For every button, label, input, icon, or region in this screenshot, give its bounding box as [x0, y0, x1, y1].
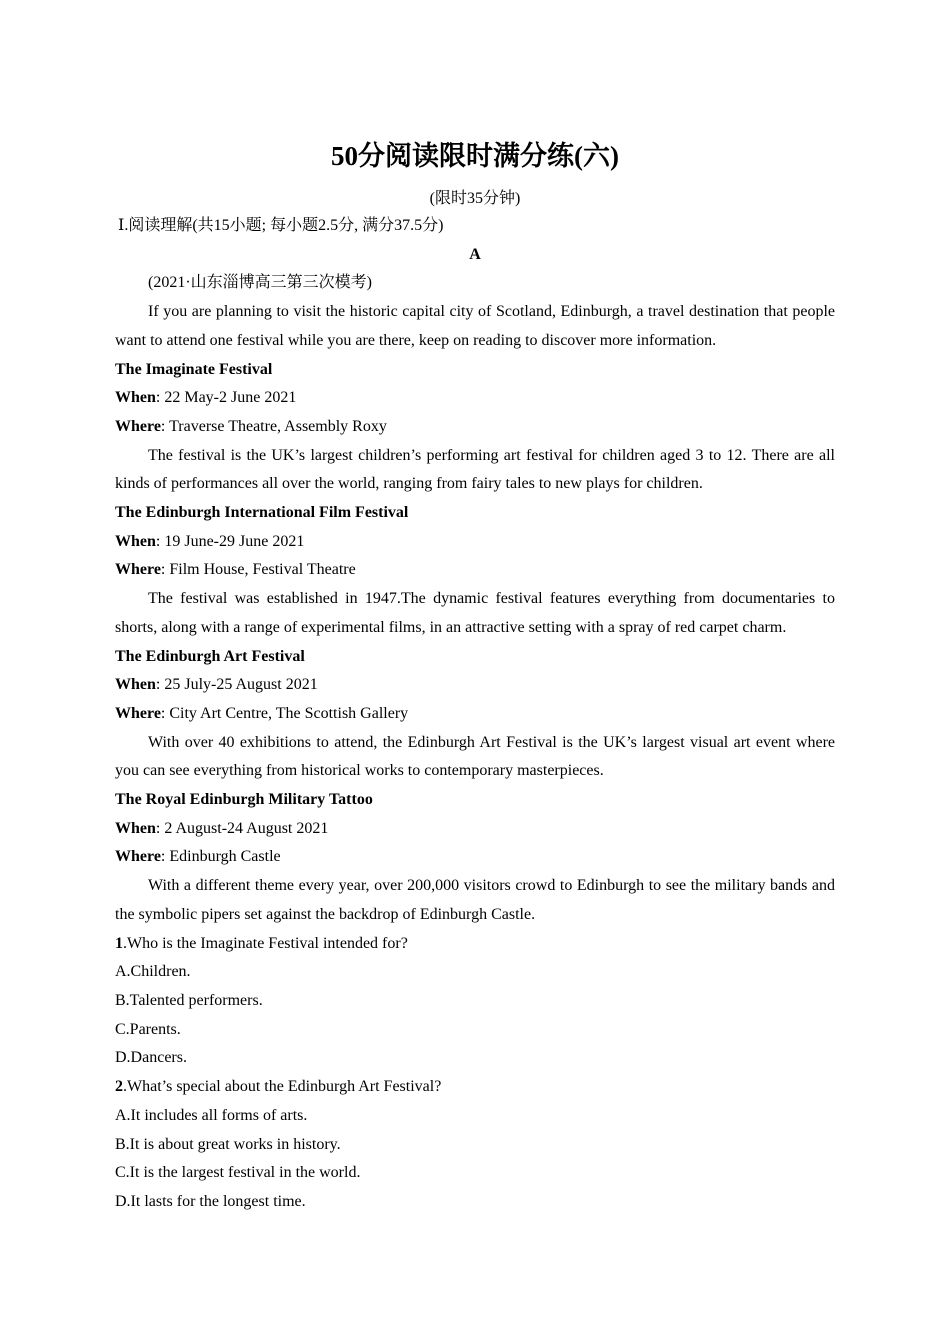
where-value: : Edinburgh Castle [160, 848, 281, 866]
when-label: When [115, 676, 156, 694]
question-stem [115, 1073, 835, 1102]
where-value: : Film House, Festival Theatre [160, 561, 356, 579]
answer-option-a[interactable]: A.Children. [115, 963, 191, 981]
festival-block [115, 786, 835, 930]
document-page [115, 136, 835, 1217]
where-value: : City Art Centre, The Scottish Gallery [160, 704, 409, 722]
festival-where [115, 413, 835, 442]
where-label: Where [115, 848, 161, 866]
question-stem [115, 930, 835, 959]
where-label: Where [115, 561, 161, 579]
question-block [115, 930, 835, 1074]
when-value: : 25 July-25 August 2021 [155, 676, 318, 694]
festival-name: The Edinburgh Art Festival [115, 647, 305, 665]
festival-description: With a different theme every year, over 200,000 visitors crowd to Edinburgh to see the military bands and the symbolic pipers set against the backdrop of Edinburgh Castle. [115, 877, 835, 923]
festival-description: The festival is the UK’s largest children’s performing art festival for children aged 3 to 12. There are all kinds of performances all over the world, ranging from fairy tales to new plays for children. [115, 446, 835, 493]
when-label: When [115, 389, 156, 407]
where-label: Where [115, 704, 161, 722]
festival-name: The Royal Edinburgh Military Tattoo [115, 791, 373, 809]
question-number: 1 [115, 934, 123, 952]
festival-name: The Imaginate Festival [115, 360, 273, 378]
festival-block [115, 356, 835, 500]
page-title: 50分阅读限时满分练(六) [331, 141, 619, 171]
festival-where [115, 556, 835, 585]
when-value: : 19 June-29 June 2021 [155, 532, 305, 550]
when-label: When [115, 532, 156, 550]
section-header: Ⅰ.阅读理解(共15小题; 每小题2.5分, 满分37.5分) [118, 217, 444, 234]
festival-when [115, 815, 835, 844]
answer-option-d[interactable]: D.It lasts for the longest time. [115, 1192, 306, 1210]
question-text: .Who is the Imaginate Festival intended for? [123, 934, 408, 952]
festival-where [115, 700, 835, 729]
festival-when [115, 671, 835, 700]
when-value: : 2 August-24 August 2021 [155, 819, 329, 837]
question-text: .What’s special about the Edinburgh Art Festival? [123, 1078, 442, 1096]
where-value: : Traverse Theatre, Assembly Roxy [160, 417, 387, 435]
festival-where [115, 843, 835, 872]
answer-option-b[interactable]: B.Talented performers. [115, 991, 263, 1009]
question-block [115, 1073, 835, 1217]
when-value: : 22 May-2 June 2021 [155, 389, 297, 407]
festival-description: With over 40 exhibitions to attend, the Edinburgh Art Festival is the UK’s largest visual art event where you can see everything from historical works to contemporary masterpieces. [115, 733, 835, 780]
time-limit: (限时35分钟) [429, 190, 521, 207]
when-label: When [115, 819, 156, 837]
festival-description: The festival was established in 1947.The dynamic festival features everything from documentaries to shorts, along with a range of experimental films, in an attractive setting with a spray of red carpet charm. [115, 590, 835, 636]
answer-option-c[interactable]: C.It is the largest festival in the world. [115, 1164, 361, 1182]
answer-option-c[interactable]: C.Parents. [115, 1020, 181, 1038]
answer-option-a[interactable]: A.It includes all forms of arts. [115, 1106, 308, 1124]
question-number: 2 [115, 1078, 123, 1096]
festival-block [115, 643, 835, 787]
answer-option-b[interactable]: B.It is about great works in history. [115, 1135, 341, 1153]
intro-paragraph: If you are planning to visit the historic capital city of Scotland, Edinburgh, a travel destination that people want to attend one festival while you are there, keep on reading to discover more information. [115, 303, 835, 349]
part-label: A [469, 245, 481, 263]
festival-when [115, 384, 835, 413]
festival-name: The Edinburgh International Film Festival [115, 504, 409, 522]
festival-block [115, 499, 835, 643]
answer-option-d[interactable]: D.Dancers. [115, 1049, 187, 1067]
source-note: (2021·山东淄博高三第三次模考) [148, 274, 372, 292]
where-label: Where [115, 417, 161, 435]
festival-when [115, 528, 835, 557]
